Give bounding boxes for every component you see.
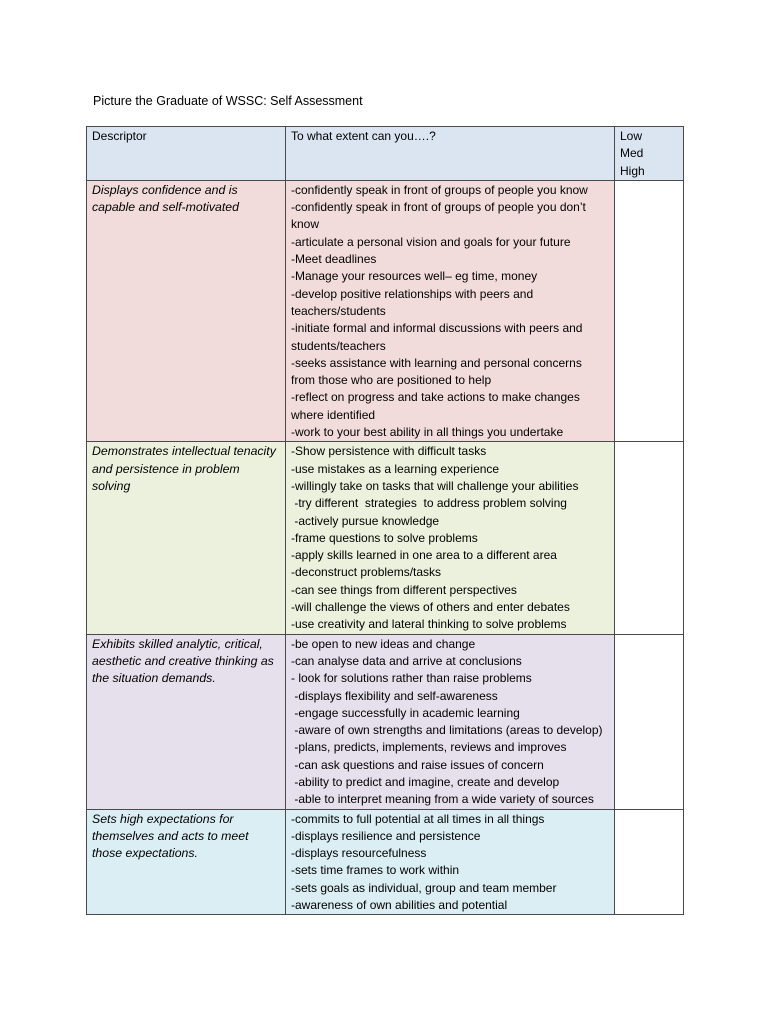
list-item: -displays resilience and persistence (291, 828, 481, 843)
list-item: -can analyse data and arrive at conclusions (291, 653, 522, 668)
descriptor-cell: Sets high expectations for themselves and acts to meet those expectations. (87, 809, 286, 915)
list-item: -sets time frames to work within (291, 863, 460, 878)
rating-cell[interactable] (615, 180, 684, 441)
list-item: -sets goals as individual, group and team member (291, 880, 557, 895)
list-item: -will challenge the views of others and enter debates (291, 600, 570, 615)
list-item: -apply skills learned in one area to a different area (291, 548, 557, 563)
list-item: -can see things from different perspectives (291, 582, 517, 597)
list-item: -plans, predicts, implements, reviews and improves (291, 740, 567, 755)
list-item: -confidently speak in front of groups of people you don’t know (291, 200, 590, 232)
list-item: -develop positive relationships with peers and teachers/students (291, 286, 537, 318)
rating-med-label: Med (620, 146, 644, 161)
rating-low-label: Low (620, 129, 643, 143)
list-item: -articulate a personal vision and goals for your future (291, 234, 571, 249)
descriptor-cell: Exhibits skilled analytic, critical, aesthetic and creative thinking as the situation demands. (87, 634, 286, 809)
descriptor-cell: Demonstrates intellectual tenacity and persistence in problem solving (87, 442, 286, 634)
list-item: -Show persistence with difficult tasks (291, 444, 487, 459)
list-item: -seeks assistance with learning and personal concerns from those who are positioned to help (291, 355, 586, 388)
list-item: -awareness of own abilities and potential (291, 898, 508, 913)
list-item: -reflect on progress and take actions to make changes where identified (291, 390, 584, 422)
header-rating (615, 127, 684, 181)
list-item: -Meet deadlines (291, 252, 377, 267)
list-item: - look for solutions rather than raise problems (291, 671, 532, 686)
list-item: -use mistakes as a learning experience (291, 461, 500, 476)
table-row (87, 634, 684, 809)
items-cell (286, 634, 615, 809)
list-item: -actively pursue knowledge (291, 513, 440, 528)
rating-cell[interactable] (615, 634, 684, 809)
list-item: -displays flexibility and self-awareness (291, 688, 498, 703)
items-cell (286, 809, 615, 915)
list-item: -can ask questions and raise issues of concern (291, 757, 544, 772)
list-item: -frame questions to solve problems (291, 530, 478, 545)
table-row (87, 809, 684, 915)
list-item: -commits to full potential at all times in all things (291, 811, 545, 826)
table-row (87, 442, 684, 634)
list-item: -willingly take on tasks that will challenge your abilities (291, 478, 579, 493)
items-cell (286, 442, 615, 634)
rating-high-label: High (620, 163, 645, 178)
rating-cell[interactable] (615, 442, 684, 634)
header-descriptor: Descriptor (87, 127, 286, 181)
list-item: -displays resourcefulness (291, 846, 427, 861)
list-item: -be open to new ideas and change (291, 636, 476, 651)
list-item: -able to interpret meaning from a wide variety of sources (291, 792, 594, 807)
list-item: -Manage your resources well– eg time, money (291, 269, 538, 284)
list-item: -confidently speak in front of groups of people you know (291, 182, 588, 197)
list-item: -use creativity and lateral thinking to solve problems (291, 617, 567, 632)
list-item: -try different strategies to address problem solving (291, 496, 567, 511)
list-item: -ability to predict and imagine, create and develop (291, 774, 560, 789)
list-item: -initiate formal and informal discussions with peers and students/teachers (291, 321, 586, 353)
self-assessment-table (86, 126, 684, 915)
table-row (87, 180, 684, 441)
rating-cell[interactable] (615, 809, 684, 915)
header-question: To what extent can you….? (286, 127, 615, 181)
list-item: -engage successfully in academic learning (291, 705, 520, 720)
document-title: Picture the Graduate of WSSC: Self Assessment (93, 94, 363, 108)
descriptor-cell: Displays confidence and is capable and self-motivated (87, 180, 286, 441)
list-item: -aware of own strengths and limitations (areas to develop) (291, 723, 603, 738)
list-item: -work to your best ability in all things you undertake (291, 425, 564, 440)
table-header-row (87, 127, 684, 181)
list-item: -deconstruct problems/tasks (291, 565, 442, 580)
items-cell (286, 180, 615, 441)
